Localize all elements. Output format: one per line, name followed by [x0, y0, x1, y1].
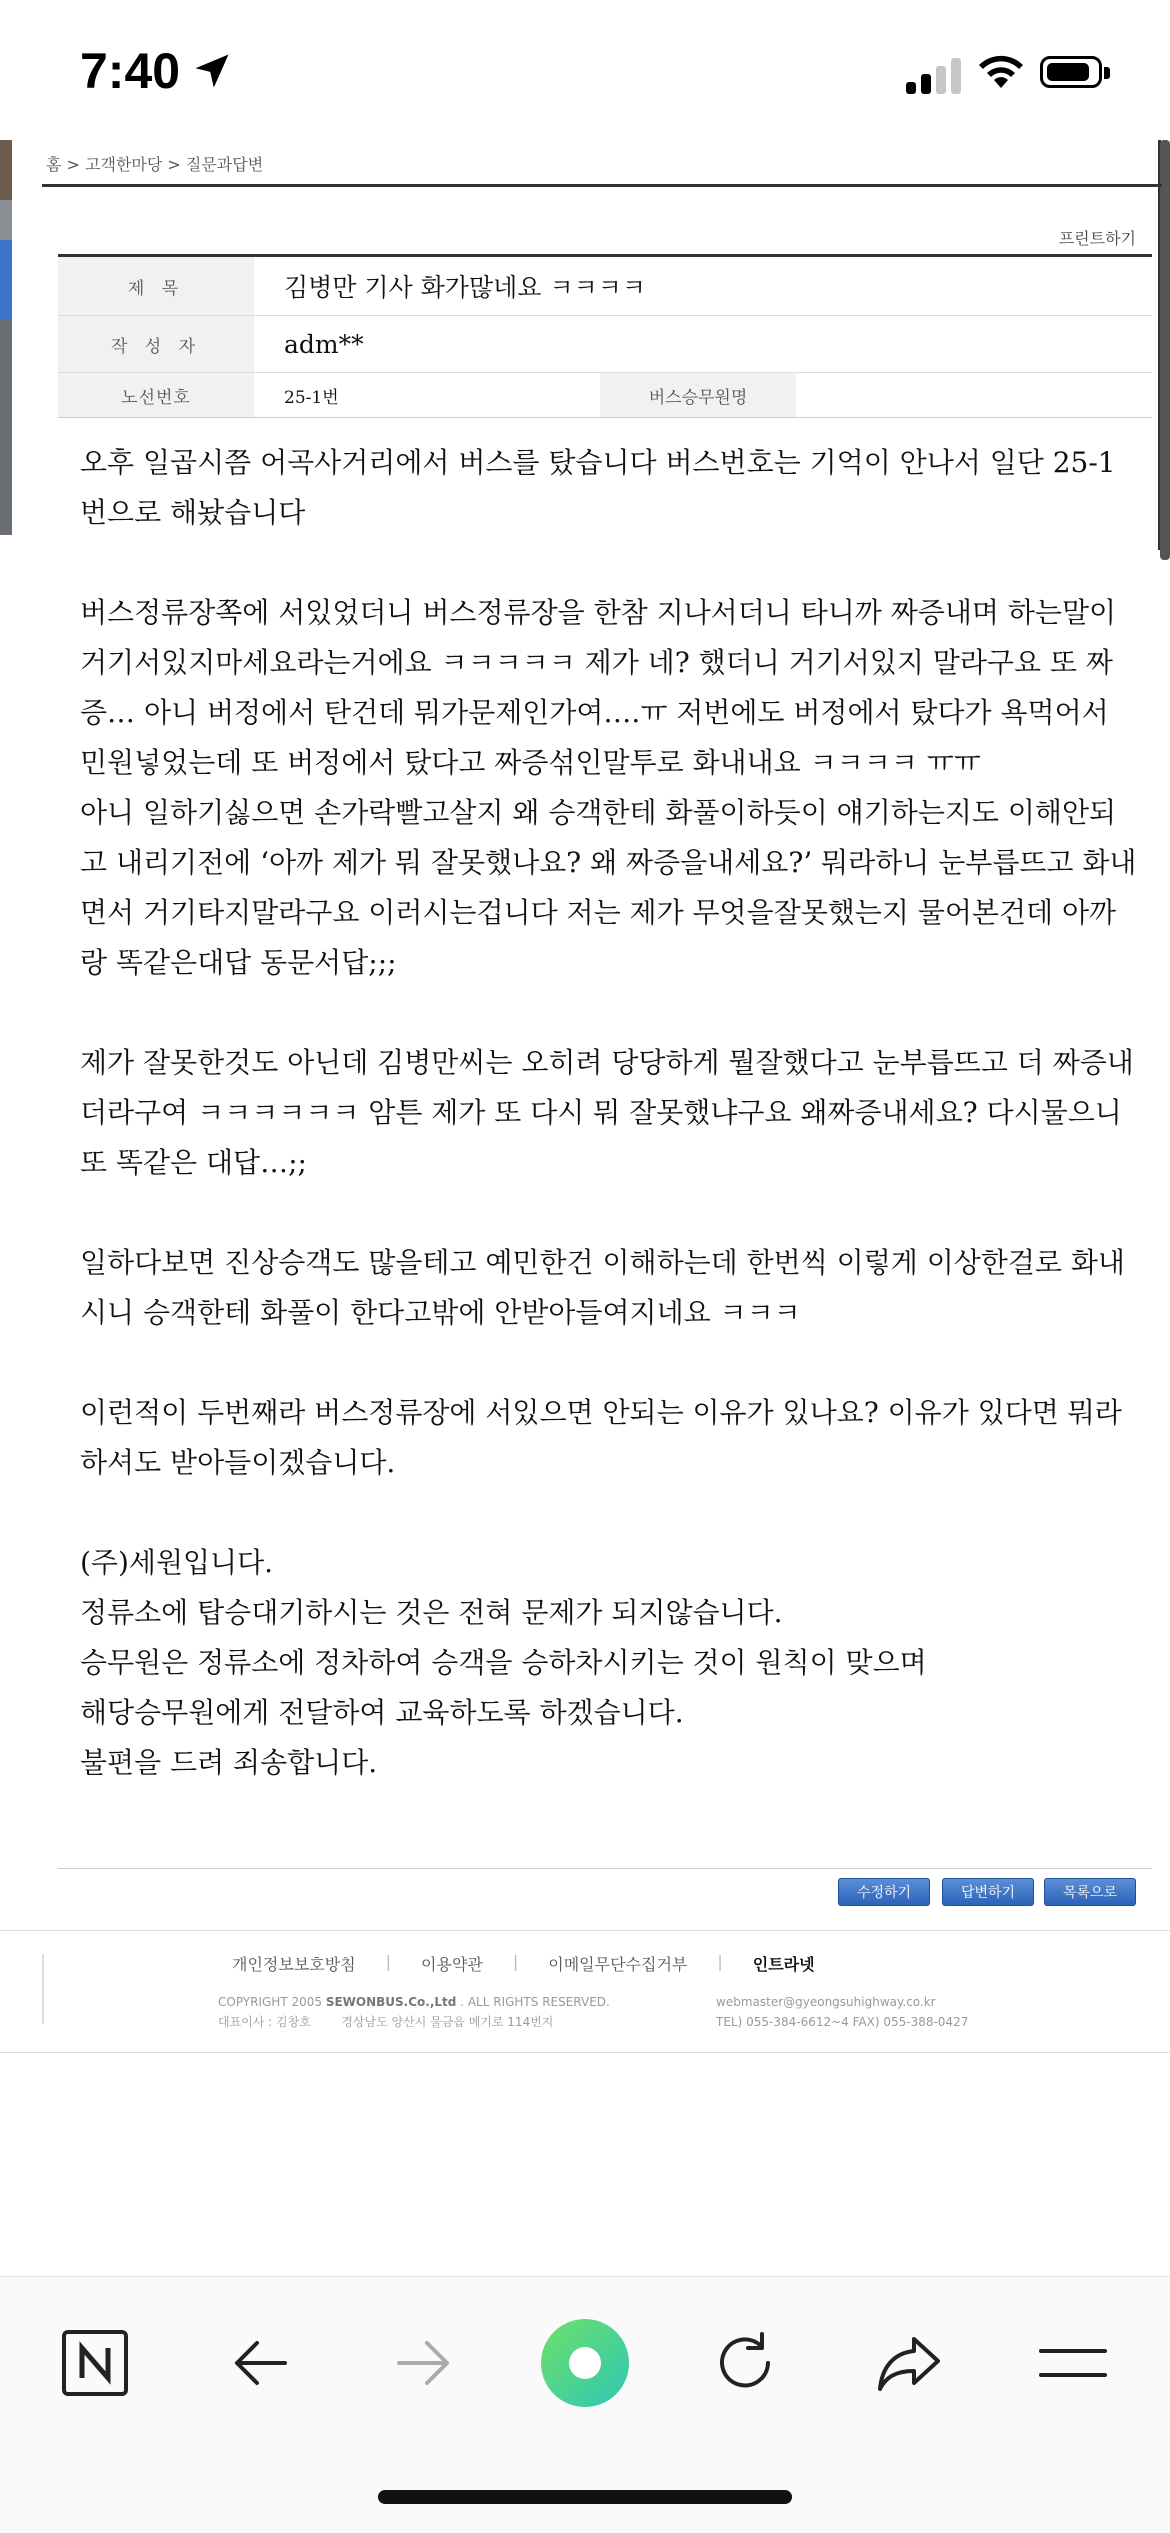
- post-body: [80, 438, 1140, 1788]
- footer-divider: [0, 1930, 1170, 1931]
- footer-contact: [716, 1992, 968, 2032]
- body-paragraph-4: 일하다보면 진상승객도 많을테고 예민한건 이해하는데 한번씩 이렇게 이상한걸로 화내시니 승객한테 화풀이 한다고밖에 안받아들여지네요 ㅋㅋㅋ: [80, 1246, 1125, 1329]
- title-label: 제 목: [58, 257, 254, 315]
- share-icon[interactable]: [864, 2318, 954, 2408]
- edit-button[interactable]: 수정하기: [838, 1878, 930, 1906]
- clock: [80, 42, 234, 100]
- route-row: [58, 373, 1152, 418]
- footer-separator: |: [512, 1952, 519, 1971]
- footer-company-info: [218, 1992, 610, 2032]
- answer-line: 불편을 드려 죄송합니다.: [80, 1746, 378, 1779]
- phone-fax: TEL) 055-384-6612~4 FAX) 055-388-0427: [716, 2015, 969, 2029]
- scrollbar[interactable]: [1160, 140, 1170, 560]
- footer-separator: |: [717, 1952, 723, 1971]
- footer-links: [232, 1952, 815, 1975]
- battery-icon: [1040, 56, 1102, 88]
- breadcrumb: 홈 > 고객한마당 > 질문과답변: [46, 155, 264, 174]
- body-paragraph-1: 오후 일곱시쯤 어곡사거리에서 버스를 탔습니다 버스번호는 기억이 안나서 일단 25-1번으로 해놨습니다: [80, 446, 1116, 529]
- post-info-table: [58, 254, 1152, 418]
- forward-arrow-icon[interactable]: [378, 2318, 468, 2408]
- back-arrow-icon[interactable]: [216, 2318, 306, 2408]
- author-label: 작 성 자: [58, 316, 254, 372]
- wifi-icon: [976, 52, 1026, 92]
- location-arrow-icon: [190, 49, 234, 93]
- copyright: COPYRIGHT 2005 SEWONBUS.Co.,Ltd . ALL RIGHTS RESERVED.: [218, 1995, 610, 2009]
- menu-icon[interactable]: [1028, 2318, 1118, 2408]
- clock-time: 7:40: [80, 43, 181, 99]
- footer-bottom-divider: [0, 2052, 1170, 2053]
- answer-line: (주)세원입니다.: [80, 1546, 274, 1579]
- signal-icon: [906, 52, 961, 94]
- email-refusal-link[interactable]: 이메일무단수집거부: [548, 1955, 688, 1974]
- side-panel-edge: [0, 140, 12, 535]
- battery-cap: [1104, 67, 1110, 79]
- body-paragraph-5: 이런적이 두번째라 버스정류장에 서있으면 안되는 이유가 있나요? 이유가 있다면 뭐라하셔도 받아들이겠습니다.: [80, 1396, 1122, 1479]
- content-divider: [58, 1868, 1152, 1869]
- answer-line: 정류소에 탑승대기하시는 것은 전혀 문제가 되지않습니다.: [80, 1596, 783, 1629]
- webmaster-email: webmaster@gyeongsuhighway.co.kr: [716, 1995, 936, 2009]
- footer-separator: |: [385, 1952, 392, 1971]
- reply-button[interactable]: 답변하기: [942, 1878, 1034, 1906]
- terms-link[interactable]: 이용약관: [421, 1955, 483, 1974]
- home-indicator[interactable]: [378, 2490, 792, 2504]
- reload-icon[interactable]: [700, 2318, 790, 2408]
- breadcrumb-divider: [42, 184, 1162, 187]
- list-button[interactable]: 목록으로: [1044, 1878, 1136, 1906]
- intranet-link[interactable]: 인트라넷: [752, 1955, 815, 1974]
- post-title: 김병만 기사 화가많네요 ㅋㅋㅋㅋ: [284, 273, 646, 302]
- footer-edge: [42, 1954, 44, 2024]
- company-address: 대표이사 : 김창호 경상남도 양산시 물금읍 메기로 114번지: [218, 2015, 554, 2029]
- naver-home-icon[interactable]: [50, 2318, 140, 2408]
- post-author: adm**: [284, 329, 364, 359]
- answer-line: 승무원은 정류소에 정차하여 승객을 승하차시키는 것이 원칙이 맞으며: [80, 1646, 927, 1679]
- answer-block: [80, 1538, 1140, 1788]
- route-number: 25-1번: [284, 387, 339, 408]
- body-paragraph-2: 버스정류장쪽에 서있었더니 버스정류장을 한참 지나서더니 타니까 짜증내며 하는말이 거기서있지마세요라는거에요 ㅋㅋㅋㅋㅋ 제가 네? 했더니 거기서있지 말라구요 또 짜증… 아니 버정에서 탄건데 뭐가문제인가여….ㅠ 저번에도 버정에서 탔다가 욕먹어서 민원넣었는데 또 버정에서 탔다고 짜증섞인말투로 화내내요 ㅋㅋㅋㅋ ㅠㅠ 아니 일하기싫으면 손가락빨고살지 왜 승객한테 화풀이하듯이 얘기하는지도 이해안되고 내리기전에 ‘아까 제가 뭐 잘못했나요? 왜 짜증을내세요?’ 뭐라하니 눈부릅뜨고 화내면서 거기타지말라구요 이러시는겁니다 저는 제가 무엇을잘못했는지 물어본건데 아까랑 똑같은대답 동문서답;;;: [80, 596, 1137, 979]
- print-link[interactable]: 프린트하기: [1058, 229, 1136, 248]
- staff-label: 버스승무원명: [600, 373, 796, 417]
- title-row: [58, 257, 1152, 316]
- body-paragraph-3: 제가 잘못한것도 아닌데 김병만씨는 오히려 당당하게 뭘잘했다고 눈부릅뜨고 더 짜증내더라구여 ㅋㅋㅋㅋㅋㅋ 암튼 제가 또 다시 뭐 잘못했냐구요 왜짜증내세요? 다시물으니 또 똑같은 대답…;;: [80, 1046, 1134, 1179]
- privacy-policy-link[interactable]: 개인정보보호방침: [232, 1955, 356, 1974]
- green-dot-icon[interactable]: [540, 2318, 630, 2408]
- status-bar: [0, 0, 1170, 140]
- route-label: 노선번호: [58, 373, 254, 417]
- answer-line: 해당승무원에게 전달하여 교육하도록 하겠습니다.: [80, 1696, 684, 1729]
- author-row: [58, 316, 1152, 373]
